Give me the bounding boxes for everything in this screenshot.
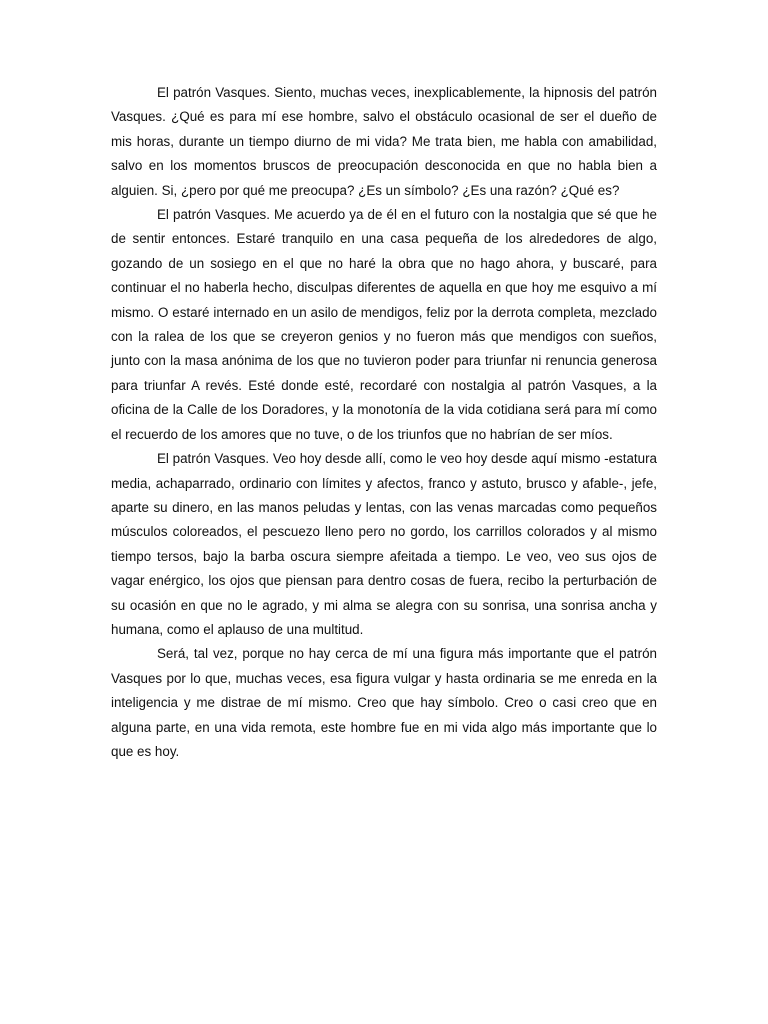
body-text [111, 81, 657, 764]
paragraph-4: Será, tal vez, porque no hay cerca de mí una figura más importante que el patrón Vasques por lo que, muchas veces, esa figura vulgar y hasta ordinaria se me enreda en la inteligencia y me distrae de mí mismo. Creo que hay símbolo. Creo o casi creo que en alguna parte, en una vida remota, este hombre fue en mi vida algo más importante que lo que es hoy. [111, 646, 657, 759]
paragraph-1: El patrón Vasques. Siento, muchas veces, inexplicablemente, la hipnosis del patrón Vasques. ¿Qué es para mí ese hombre, salvo el obstáculo ocasional de ser el dueño de mis horas, durante un tiempo diurno de mi vida? Me trata bien, me habla con amabilidad, salvo en los momentos bruscos de preocupación desconocida en que no habla bien a alguien. Si, ¿pero por qué me preocupa? ¿Es un símbolo? ¿Es una razón? ¿Qué es? [111, 85, 657, 198]
paragraph-2: El patrón Vasques. Me acuerdo ya de él en el futuro con la nostalgia que sé que he de sentir entonces. Estaré tranquilo en una casa pequeña de los alrededores de algo, gozando de un sosiego en el que no haré la obra que no hago ahora, y buscaré, para continuar el no haberla hecho, disculpas diferentes de aquella en que hoy me esquivo a mí mismo. O estaré internado en un asilo de mendigos, feliz por la derrota completa, mezclado con la ralea de los que se creyeron genios y no fueron más que mendigos con sueños, junto con la masa anónima de los que no tuvieron poder para triunfar ni renuncia generosa para triunfar A revés. Esté donde esté, recordaré con nostalgia al patrón Vasques, a la oficina de la Calle de los Doradores, y la monotonía de la vida cotidiana será para mí como el recuerdo de los amores que no tuve, o de los triunfos que no habrían de ser míos. [111, 207, 657, 442]
paragraph-3: El patrón Vasques. Veo hoy desde allí, como le veo hoy desde aquí mismo -estatura media, achaparrado, ordinario con límites y afectos, franco y astuto, brusco y afable-, jefe, aparte su dinero, en las manos peludas y lentas, con las venas marcadas como pequeños músculos coloreados, el pescuezo lleno pero no gordo, los carrillos colorados y al mismo tiempo tersos, bajo la barba oscura siempre afeitada a tiempo. Le veo, veo sus ojos de vagar enérgico, los ojos que piensan para dentro cosas de fuera, recibo la perturbación de su ocasión en que no le agrado, y mi alma se alegra con su sonrisa, una sonrisa ancha y humana, como el aplauso de una multitud. [111, 451, 657, 637]
